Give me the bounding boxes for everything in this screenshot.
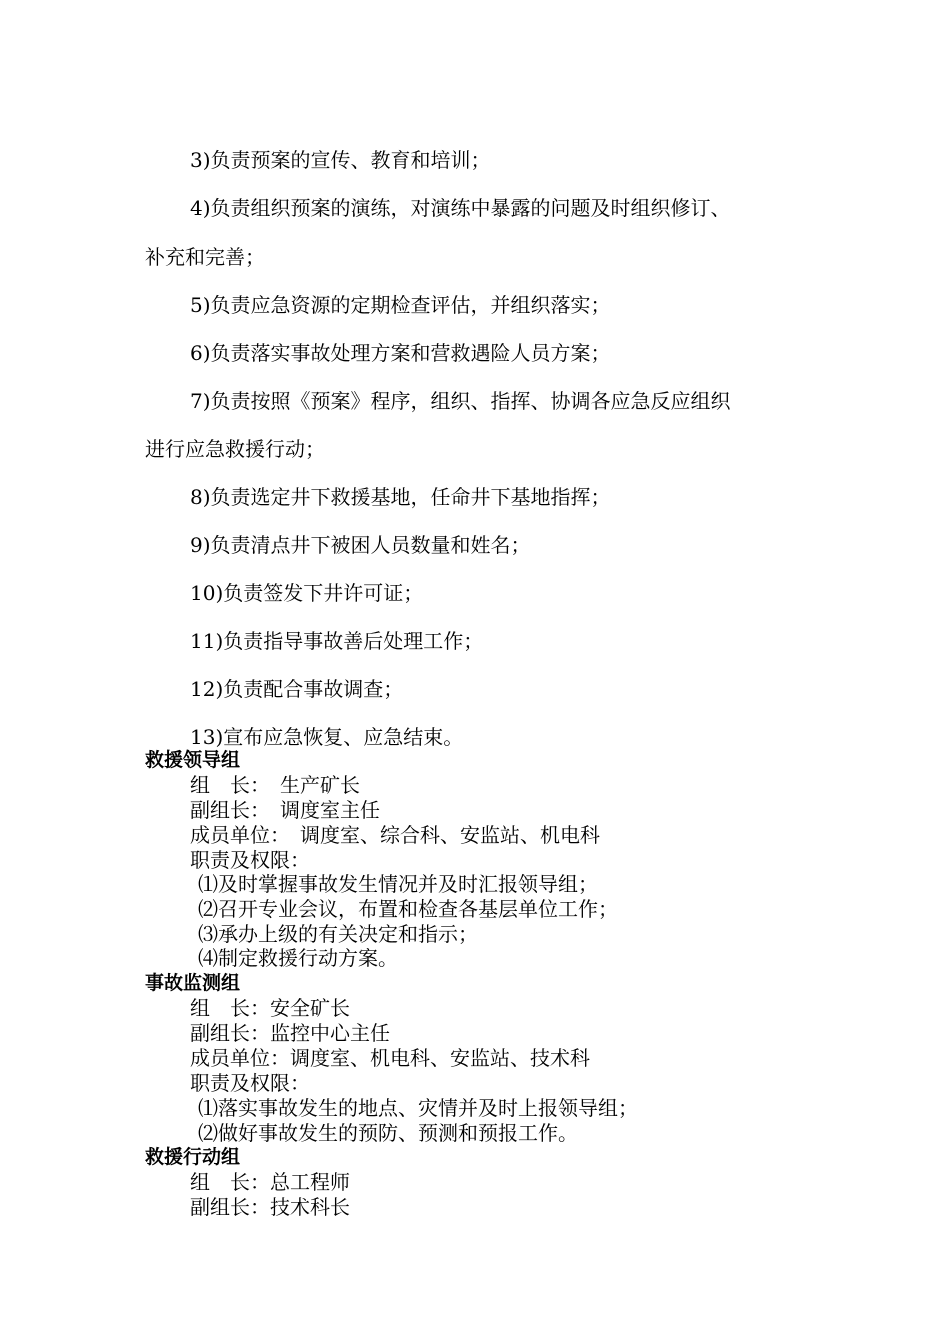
section-title-rescue-leadership: 救援领导组 [145, 749, 241, 771]
accident-monitoring-duties-label: 职责及权限： [190, 1071, 310, 1095]
duty-item-11: 11)负责指导事故善后处理工作； [190, 629, 484, 653]
rescue-action-leader: 组 长：总工程师 [190, 1170, 350, 1194]
section-title-accident-monitoring: 事故监测组 [145, 972, 241, 994]
rescue-leadership-duty-2: ⑵召开专业会议，布置和检查各基层单位工作； [198, 897, 618, 921]
duty-item-9: 9)负责清点井下被困人员数量和姓名； [190, 533, 531, 557]
accident-monitoring-duty-1: ⑴落实事故发生的地点、灾情并及时上报领导组； [198, 1096, 638, 1120]
rescue-leadership-leader: 组 长： 生产矿长 [190, 773, 360, 797]
duty-item-12: 12)负责配合事故调查； [190, 677, 404, 701]
accident-monitoring-leader: 组 长：安全矿长 [190, 996, 350, 1020]
rescue-leadership-duty-4: ⑷制定救援行动方案。 [198, 946, 398, 970]
rescue-leadership-duty-1: ⑴及时掌握事故发生情况并及时汇报领导组； [198, 872, 598, 896]
duty-item-6: 6)负责落实事故处理方案和营救遇险人员方案； [190, 341, 611, 365]
accident-monitoring-duty-2: ⑵做好事故发生的预防、预测和预报工作。 [198, 1121, 578, 1145]
duty-item-8: 8)负责选定井下救援基地，任命井下基地指挥； [190, 485, 611, 509]
duty-item-4-continued: 补充和完善； [145, 245, 265, 269]
accident-monitoring-members: 成员单位：调度室、机电科、安监站、技术科 [190, 1046, 590, 1070]
accident-monitoring-deputy: 副组长：监控中心主任 [190, 1021, 390, 1045]
duty-item-13: 13)宣布应急恢复、应急结束。 [190, 725, 464, 749]
duty-item-3: 3)负责预案的宣传、教育和培训； [190, 148, 491, 172]
rescue-leadership-members: 成员单位： 调度室、综合科、安监站、机电科 [190, 823, 600, 847]
rescue-leadership-duties-label: 职责及权限： [190, 848, 310, 872]
rescue-leadership-duty-3: ⑶承办上级的有关决定和指示； [198, 922, 478, 946]
duty-item-10: 10)负责签发下井许可证； [190, 581, 424, 605]
duty-item-7-continued: 进行应急救援行动； [145, 437, 325, 461]
duty-item-4: 4)负责组织预案的演练，对演练中暴露的问题及时组织修订、 [190, 196, 731, 220]
duty-item-5: 5)负责应急资源的定期检查评估，并组织落实； [190, 293, 611, 317]
section-title-rescue-action: 救援行动组 [145, 1146, 241, 1168]
rescue-leadership-deputy: 副组长： 调度室主任 [190, 798, 380, 822]
duty-item-7: 7)负责按照《预案》程序，组织、指挥、协调各应急反应组织 [190, 389, 731, 413]
rescue-action-deputy: 副组长：技术科长 [190, 1195, 350, 1219]
